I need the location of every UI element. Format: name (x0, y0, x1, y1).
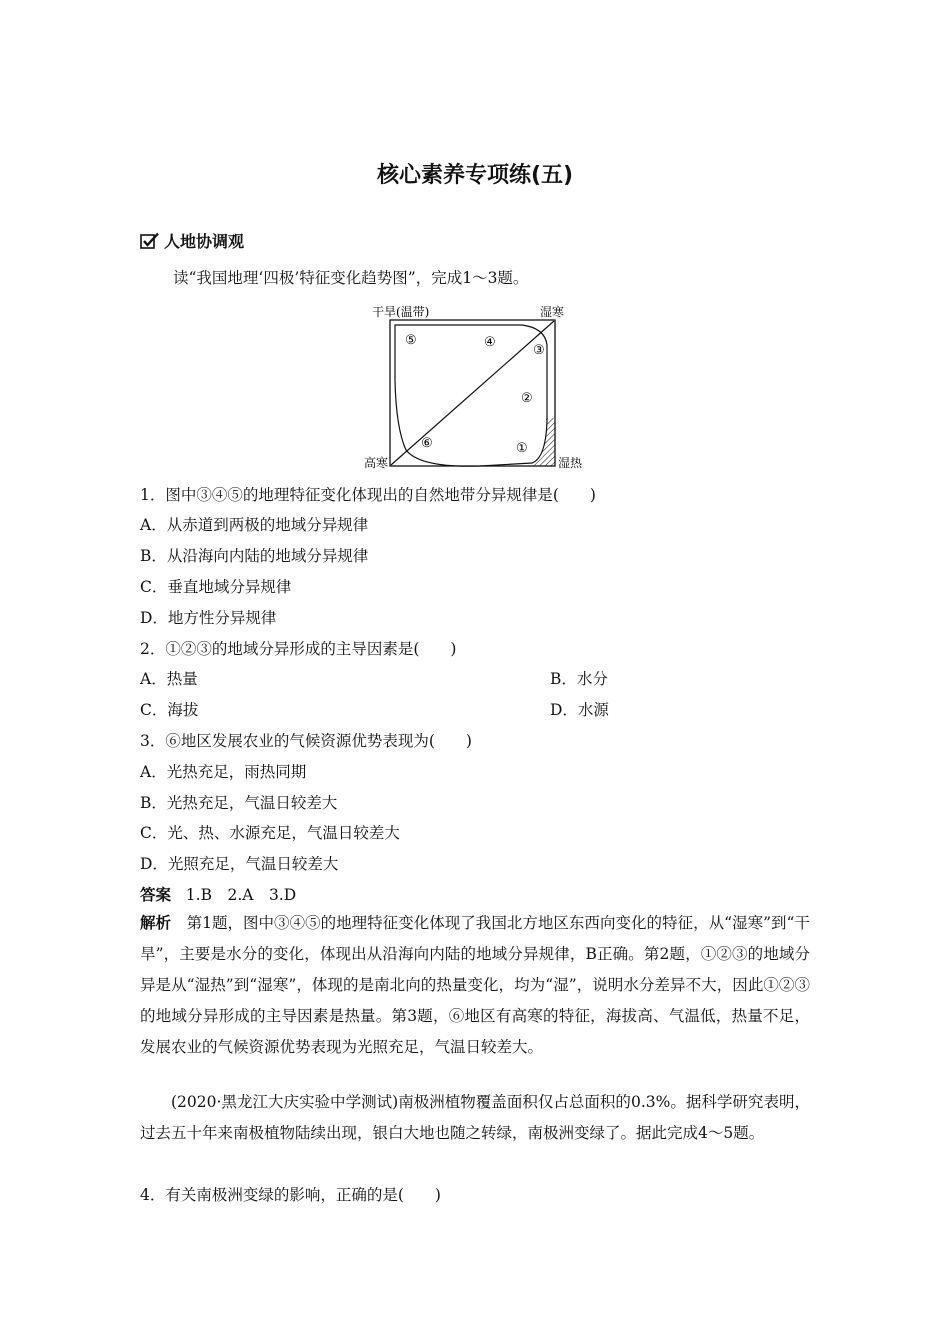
page-title: 核心素养专项练(五) (376, 163, 574, 188)
point-3: ③ (533, 343, 545, 358)
q2-stem: 2．①②③的地域分异形成的主导因素是( ) (140, 640, 457, 658)
corner-bottom-left: 高寒 (364, 456, 389, 470)
q3-option-b: B．光热充足，气温日较差大 (140, 794, 338, 812)
q1-option-b: B．从沿海向内陆的地域分异规律 (140, 547, 369, 565)
corner-top-right: 湿寒 (540, 305, 565, 319)
corner-bottom-right: 湿热 (558, 456, 583, 470)
hatched-region (532, 418, 555, 466)
q2-row-ab (140, 669, 608, 689)
q1-option-d: D．地方性分异规律 (140, 609, 277, 627)
q1-stem: 1．图中③④⑤的地理特征变化体现出的自然地带分异规律是( ) (140, 486, 596, 504)
analysis-paragraph (140, 908, 810, 1063)
point-2: ② (521, 391, 533, 406)
q3-option-a: A．光热充足，雨热同期 (140, 763, 307, 781)
answer-text: 1.B 2.A 3.D (185, 886, 297, 904)
section-label: 人地协调观 (164, 232, 245, 251)
q1-option-c: C．垂直地域分异规律 (140, 578, 292, 596)
analysis-label: 解析 (140, 914, 172, 932)
checkbox-checked-icon (140, 232, 160, 250)
four-poles-diagram (360, 300, 600, 475)
q2-option-a: A．热量 (140, 670, 198, 688)
point-5: ⑤ (405, 333, 417, 348)
passage-2: (2020·黑龙江大庆实验中学测试)南极洲植物覆盖面积仅占总面积的0.3%。据科学研究表明，过去五十年来南极植物陆续出现，银白大地也随之转绿，南极洲变绿了。据此完成4～5题。 (140, 1093, 810, 1142)
intro-text: 读“我国地理‘四极’特征变化趋势图”，完成1～3题。 (173, 269, 529, 287)
point-1: ① (516, 441, 528, 456)
point-6: ⑥ (421, 436, 433, 451)
section-heading (140, 229, 244, 252)
point-4: ④ (484, 335, 496, 350)
q1-option-a: A．从赤道到两极的地域分异规律 (140, 516, 369, 534)
analysis-text: 第1题，图中③④⑤的地理特征变化体现了我国北方地区东西向变化的特征，从“湿寒”到“干旱”，主要是水分的变化，体现出从沿海向内陆的地域分异规律，B正确。第2题，①②③的地域分异是从“湿热”到“湿寒”，体现的是南北向的热量变化，均为“湿”，说明水分差异不大，因此①②③的地域分异形成的主导因素是热量。第3题，⑥地区有高寒的特征，海拔高、气温低，热量不足，发展农业的气候资源优势表现为光照充足，气温日较差大。 (140, 914, 810, 1056)
q2-option-c: C．海拔 (140, 701, 199, 719)
answer-label: 答案 (140, 886, 172, 904)
q2-row-cd (140, 700, 609, 720)
q3-option-c: C．光、热、水源充足，气温日较差大 (140, 824, 400, 842)
q3-option-d: D．光照充足，气温日较差大 (140, 855, 339, 873)
q3-stem: 3．⑥地区发展农业的气候资源优势表现为( ) (140, 732, 472, 750)
q2-option-b: B．水分 (550, 670, 608, 688)
q2-option-d: D．水源 (550, 701, 609, 719)
corner-top-left: 干旱(温带) (372, 305, 430, 319)
q4-stem: 4．有关南极洲变绿的影响，正确的是( ) (140, 1186, 441, 1204)
answer-row (140, 885, 296, 905)
